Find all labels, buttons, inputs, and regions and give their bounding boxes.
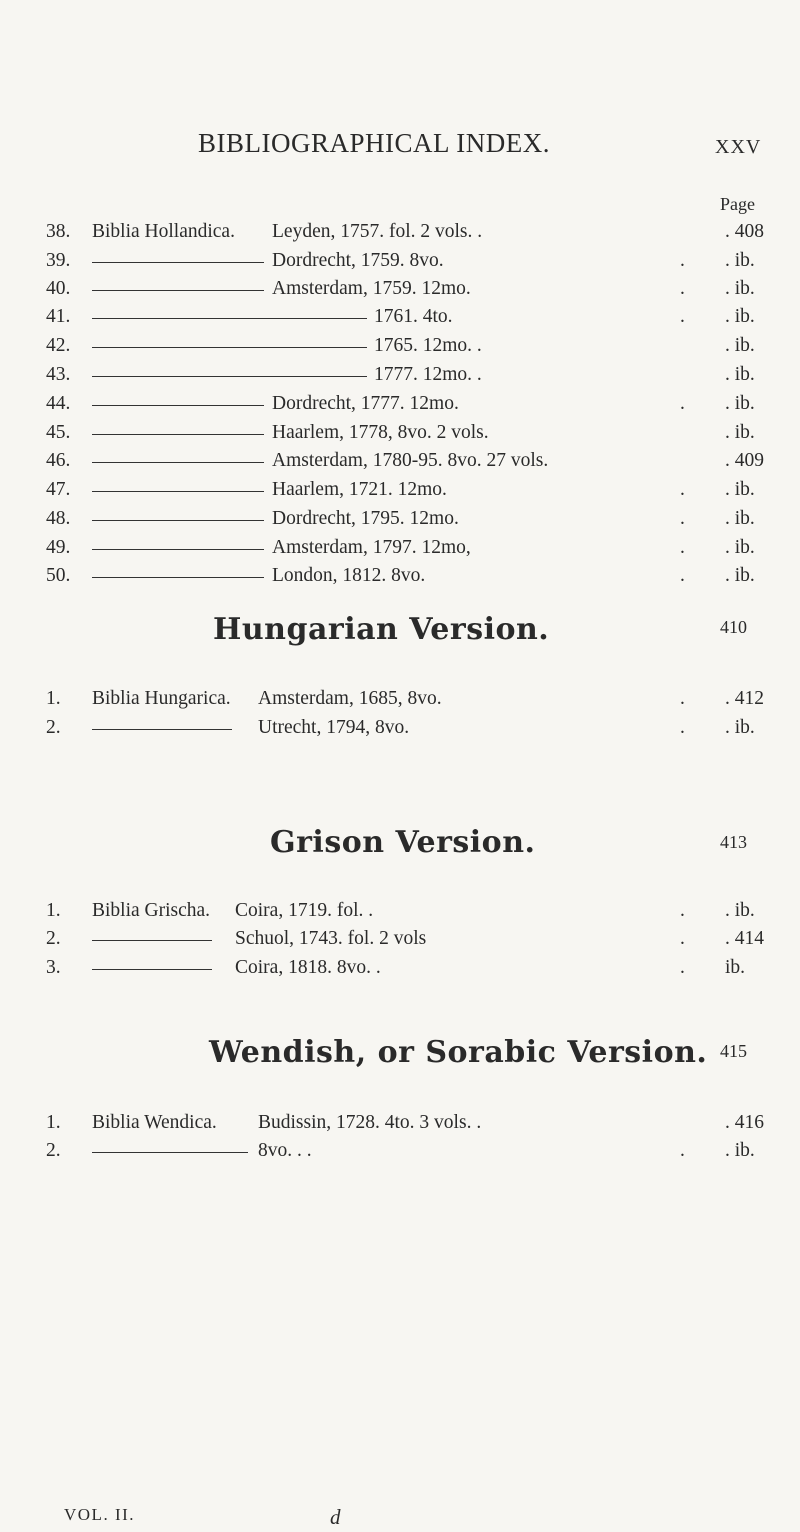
index-entry-row xyxy=(0,1112,800,1142)
entry-page: . ib. xyxy=(725,1140,755,1161)
entry-page: . ib. xyxy=(725,393,755,414)
entry-title: Biblia Grischa. xyxy=(92,900,211,921)
entry-number: 40. xyxy=(46,278,71,299)
index-entry-row xyxy=(0,479,800,509)
entry-number: 44. xyxy=(46,393,71,414)
index-entry-row xyxy=(0,393,800,423)
index-entry-row xyxy=(0,508,800,538)
entry-imprint: Amsterdam, 1759. 12mo. xyxy=(272,278,471,299)
ditto-dash xyxy=(92,462,264,463)
entry-imprint: Haarlem, 1721. 12mo. xyxy=(272,479,447,500)
entry-page: . ib. xyxy=(725,717,755,738)
entry-page: ib. xyxy=(725,957,746,978)
entry-number: 43. xyxy=(46,364,71,385)
leader-dot: . xyxy=(680,250,685,271)
entry-imprint: 8vo. . . xyxy=(258,1140,312,1161)
entry-number: 1. xyxy=(46,900,61,921)
volume-label: VOL. II. xyxy=(64,1505,136,1524)
entry-imprint: Dordrecht, 1759. 8vo. xyxy=(272,250,444,271)
index-entry-row xyxy=(0,306,800,336)
entry-number: 49. xyxy=(46,537,71,558)
ditto-dash xyxy=(92,729,232,730)
ditto-dash xyxy=(92,1152,248,1153)
leader-dot: . xyxy=(680,1140,685,1161)
entry-number: 48. xyxy=(46,508,71,529)
leader-dot: . xyxy=(680,688,685,709)
leader-dot: . xyxy=(680,900,685,921)
index-entry-row xyxy=(0,450,800,480)
entry-page: . ib. xyxy=(725,364,755,385)
ditto-dash xyxy=(92,491,264,492)
entry-page: . 412 xyxy=(725,688,764,709)
entry-number: 47. xyxy=(46,479,71,500)
entry-page: . ib. xyxy=(725,250,755,271)
ditto-dash xyxy=(92,549,264,550)
page-footer xyxy=(0,1505,800,1529)
entry-page: . ib. xyxy=(725,422,755,443)
entry-number: 2. xyxy=(46,717,61,738)
leader-dot: . xyxy=(680,508,685,529)
entry-page: . ib. xyxy=(725,537,755,558)
entry-page: . ib. xyxy=(725,306,755,327)
ditto-dash xyxy=(92,290,264,291)
index-entry-row xyxy=(0,1140,800,1170)
leader-dot: . xyxy=(680,928,685,949)
section-page-number: 410 xyxy=(720,617,747,637)
entry-title: Biblia Hungarica. xyxy=(92,688,231,709)
ditto-dash xyxy=(92,520,264,521)
section-heading: Grison Version. xyxy=(270,825,536,860)
running-header xyxy=(0,128,800,168)
entry-imprint: Leyden, 1757. fol. 2 vols. . xyxy=(272,221,483,242)
entry-imprint: Amsterdam, 1797. 12mo, xyxy=(272,537,471,558)
entry-title: Biblia Wendica. xyxy=(92,1112,217,1133)
entry-number: 38. xyxy=(46,221,71,242)
section-page-number: 413 xyxy=(720,832,747,852)
entry-imprint: Dordrecht, 1795. 12mo. xyxy=(272,508,459,529)
section-heading: Wendish, or Sorabic Version. xyxy=(209,1035,708,1070)
ditto-dash xyxy=(92,434,264,435)
entry-imprint: 1761. 4to. xyxy=(374,306,453,327)
index-entry-row xyxy=(0,565,800,595)
section-heading: Hungarian Version. xyxy=(213,612,550,647)
entry-page: . 408 xyxy=(725,221,764,242)
entry-page: . 409 xyxy=(725,450,764,471)
index-entry-row xyxy=(0,221,800,251)
entry-page: . 416 xyxy=(725,1112,764,1133)
leader-dot: . xyxy=(680,393,685,414)
entry-imprint: 1777. 12mo. . xyxy=(374,364,482,385)
leader-dot: . xyxy=(680,565,685,586)
entry-number: 3. xyxy=(46,957,61,978)
entry-number: 2. xyxy=(46,1140,61,1161)
index-entry-row xyxy=(0,928,800,958)
ditto-dash xyxy=(92,405,264,406)
entry-imprint: Budissin, 1728. 4to. 3 vols. . xyxy=(258,1112,482,1133)
entry-imprint: Utrecht, 1794, 8vo. xyxy=(258,717,410,738)
ditto-dash xyxy=(92,318,367,319)
section-page-number: 415 xyxy=(720,1041,747,1061)
entry-page: . ib. xyxy=(725,479,755,500)
leader-dot: . xyxy=(680,479,685,500)
entry-imprint: Schuol, 1743. fol. 2 vols xyxy=(235,928,427,949)
leader-dot: . xyxy=(680,537,685,558)
entry-imprint: Coira, 1719. fol. . xyxy=(235,900,374,921)
leader-dot: . xyxy=(680,957,685,978)
entry-page: . ib. xyxy=(725,565,755,586)
entry-number: 1. xyxy=(46,688,61,709)
leader-dot: . xyxy=(680,717,685,738)
entry-imprint: Amsterdam, 1685, 8vo. xyxy=(258,688,442,709)
entry-number: 41. xyxy=(46,306,71,327)
leader-dot: . xyxy=(680,278,685,299)
entry-page: . ib. xyxy=(725,900,755,921)
index-entry-row xyxy=(0,335,800,365)
ditto-dash xyxy=(92,376,367,377)
entry-number: 2. xyxy=(46,928,61,949)
ditto-dash xyxy=(92,969,212,970)
entry-imprint: Haarlem, 1778, 8vo. 2 vols. xyxy=(272,422,489,443)
index-entry-row xyxy=(0,278,800,308)
entry-page: . ib. xyxy=(725,335,755,356)
entry-number: 50. xyxy=(46,565,71,586)
page-title: BIBLIOGRAPHICAL INDEX. xyxy=(198,128,550,158)
entry-number: 45. xyxy=(46,422,71,443)
ditto-dash xyxy=(92,262,264,263)
entry-imprint: Coira, 1818. 8vo. . xyxy=(235,957,381,978)
entry-number: 39. xyxy=(46,250,71,271)
entry-page: . ib. xyxy=(725,508,755,529)
page-column-label: Page xyxy=(720,194,755,214)
leader-dot: . xyxy=(680,306,685,327)
entry-number: 46. xyxy=(46,450,71,471)
index-entry-row xyxy=(0,717,800,747)
index-entry-row xyxy=(0,957,800,987)
entry-title: Biblia Hollandica. xyxy=(92,221,235,242)
entry-imprint: Dordrecht, 1777. 12mo. xyxy=(272,393,459,414)
index-entry-row xyxy=(0,364,800,394)
ditto-dash xyxy=(92,577,264,578)
entry-number: 1. xyxy=(46,1112,61,1133)
index-entry-row xyxy=(0,900,800,930)
ditto-dash xyxy=(92,940,212,941)
entry-page: . 414 xyxy=(725,928,764,949)
index-entry-row xyxy=(0,688,800,718)
entry-imprint: 1765. 12mo. . xyxy=(374,335,482,356)
roman-page-number: XXV xyxy=(715,136,762,158)
ditto-dash xyxy=(92,347,367,348)
index-entry-row xyxy=(0,422,800,452)
entry-page: . ib. xyxy=(725,278,755,299)
index-entry-row xyxy=(0,250,800,280)
index-entry-row xyxy=(0,537,800,567)
signature-mark: d xyxy=(330,1505,341,1529)
entry-number: 42. xyxy=(46,335,71,356)
entry-imprint: Amsterdam, 1780-95. 8vo. 27 vols. xyxy=(272,450,549,471)
entry-imprint: London, 1812. 8vo. xyxy=(272,565,426,586)
